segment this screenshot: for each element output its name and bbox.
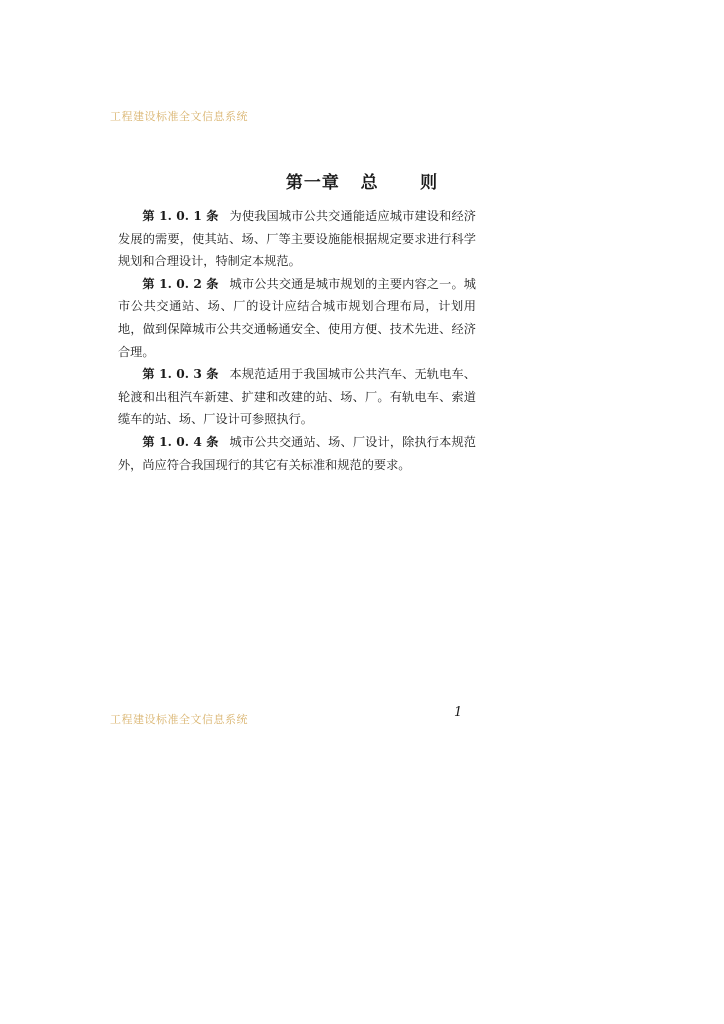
clause-2-number: 第 1. 0. 2 条 (142, 276, 219, 291)
chapter-title (0, 168, 724, 193)
chapter-label: 第一章 (285, 173, 340, 193)
clause-4-text: 城市公共交通站、场、厂设计，除执行本规范外，尚应符合我国现行的其它有关标准和规范的要求。 (118, 434, 476, 472)
clause-2 (118, 273, 476, 363)
chapter-word-1: 总 (360, 173, 379, 193)
clause-3 (118, 363, 476, 431)
clause-2-text: 城市公共交通是城市规划的主要内容之一。城市公共交通站、场、厂的设计应结合城市规划合理布局，计划用地，做到保障城市公共交通畅通安全、使用方便、技术先进、经济合理。 (118, 276, 476, 359)
chapter-word-2: 则 (420, 173, 439, 193)
watermark-bottom: 工程建设标准全文信息系统 (110, 713, 248, 726)
clause-1-number: 第 1. 0. 1 条 (142, 209, 219, 223)
watermark-top: 工程建设标准全文信息系统 (110, 110, 248, 123)
clause-4-number: 第 1. 0. 4 条 (142, 434, 219, 449)
clause-3-number: 第 1. 0. 3 条 (142, 367, 219, 382)
body-text (118, 205, 476, 476)
clause-3-text: 本规范适用于我国城市公共汽车、无轨电车、轮渡和出租汽车新建、扩建和改建的站、场、厂。有轨电车、索道缆车的站、场、厂设计可参照执行。 (118, 367, 476, 427)
page-number: 1 (454, 705, 463, 720)
clause-4 (118, 431, 476, 476)
clause-1-text: 为使我国城市公共交通能适应城市建设和经济发展的需要，使其站、场、厂等主要设施能根据规定要求进行科学规划和合理设计，特制定本规范。 (118, 209, 476, 269)
clause-1 (118, 205, 476, 273)
